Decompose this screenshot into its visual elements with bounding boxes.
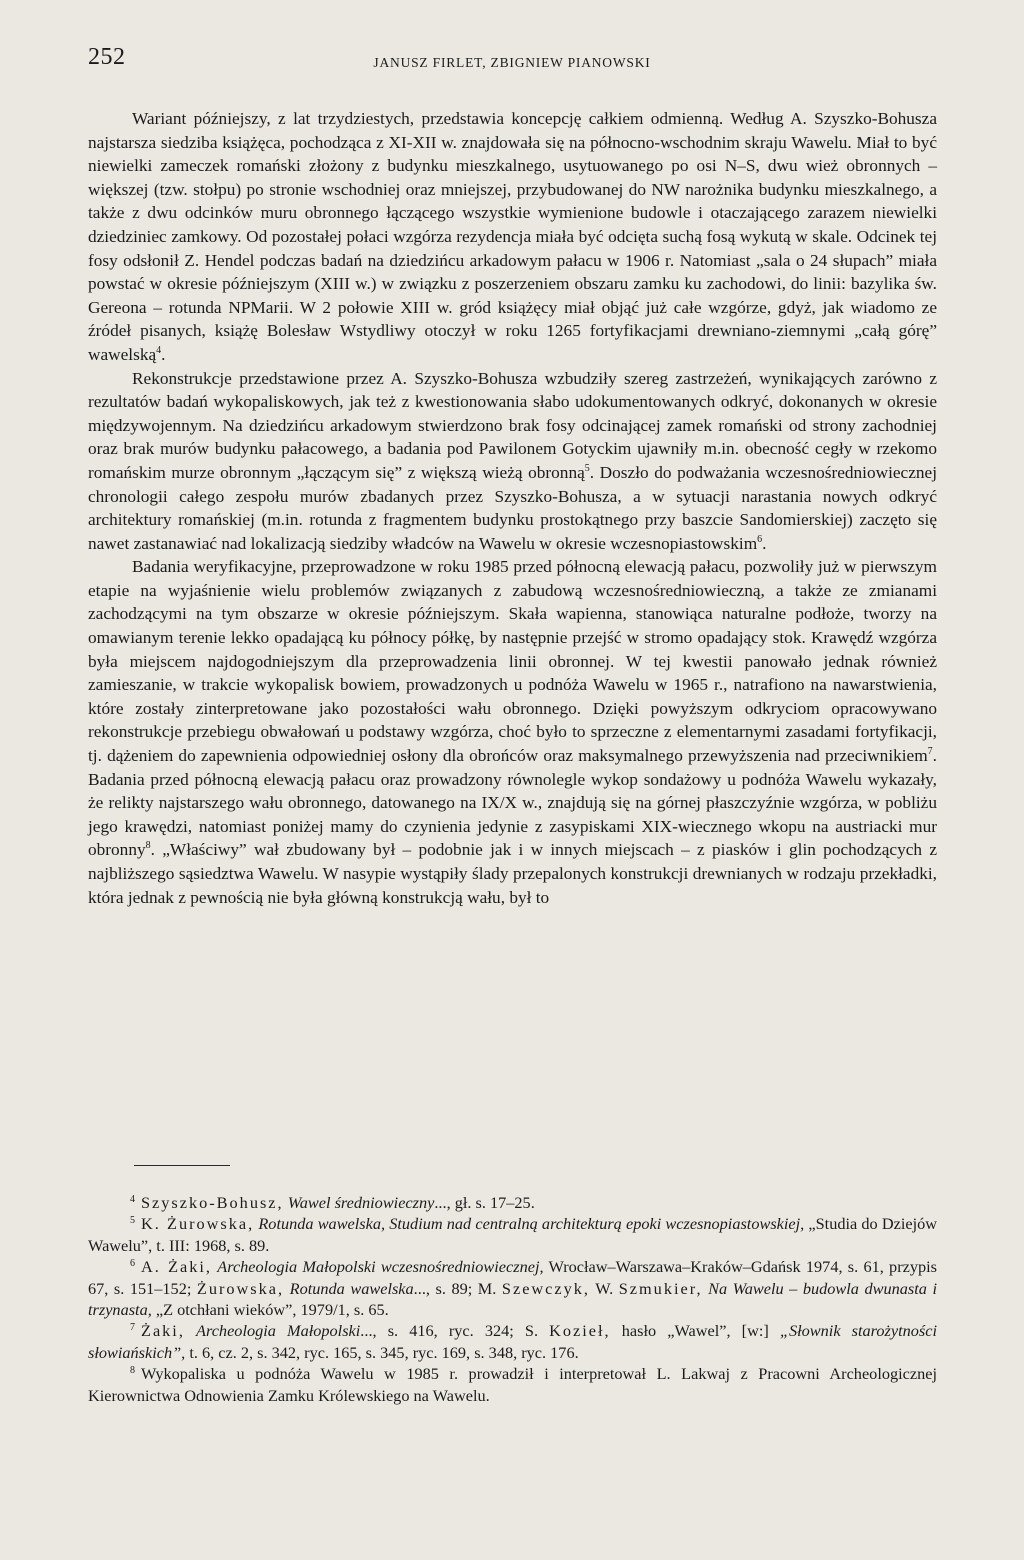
footnote-number: 4: [130, 1193, 135, 1205]
footnote-title: Wawel średniowieczny: [287, 1193, 435, 1212]
footnote-5: [88, 1213, 937, 1256]
footnotes: [88, 1192, 937, 1406]
footnote-ref-8: 8: [145, 840, 151, 852]
footnote-author: Żurowska,: [196, 1278, 285, 1298]
footnote-author: Szmukier,: [618, 1278, 703, 1298]
text: . Badania przed północną elewacją pałacu oraz prowadzony równolegle wykop sondażowy u podnóża Wawelu wykazały, że relikty najstarszego wału obronnego, datowanego na IX/X w., znajdują się na górnej płaszczyźnie wzgórza, w pobliżu jego krawędzi, natomiast poniżej mamy do czynienia jedynie z zasypiskami XIX-wiecznego wkopu na austriacki mur obronny: [88, 746, 937, 860]
footnote-text: ..., gł. s. 17–25.: [434, 1193, 535, 1212]
footnote-title: Rotunda wawelska: [289, 1278, 414, 1298]
footnote-text: hasło „Wawel”, [w:]: [610, 1321, 780, 1341]
footnote-number: 7: [130, 1322, 135, 1334]
text: Badania weryfikacyjne, przeprowadzone w roku 1985 przed północną elewacją pałacu, pozwoliły już w pierwszym etapie na wyjaśnienie wielu problemów związanych z zabudową wczesnośredniowieczną, a także ze zmianami zachodzącymi na tym obszarze w okresie późniejszym. Skała wapienna, stanowiąca naturalne podłoże, tworzy na omawianym terenie lekko opadającą ku północy półkę, by następnie przejść w stromo opadający stok. Krawędź wzgórza była miejscem najdogodniejszym dla przeprowadzenia linii obronnej. W tej kwestii panowało jednak również zamieszanie, w trakcie wykopalisk bowiem, prowadzonych u podnóża Wawelu w 1965 r., natrafiono na nawarstwienia, które zostały zinterpretowane jako pozostałości wału obronnego. Dzięki powyższym odkryciom opracowywano rekonstrukcje przebiegu obwałowań u podstawy wzgórza, choć było to sprzeczne z elementarnymi zasadami fortyfikacji, tj. dążeniem do zapewnienia odpowiedniej osłony dla obrońców oraz maksymalnego przewyższenia nad przeciwnikiem: [88, 557, 937, 766]
footnote-title: Archeologia Małopolski wczesnośredniowiecznej,: [217, 1257, 544, 1277]
body-text: [88, 107, 937, 909]
footnote-number: 8: [130, 1364, 135, 1376]
text: .: [161, 344, 166, 364]
footnote-author: K. Żurowska,: [141, 1214, 255, 1234]
page-number: 252: [88, 44, 126, 70]
footnote-title: Na Wawelu – budowla dwunasta i trzynasta,: [88, 1278, 937, 1320]
footnote-6: [88, 1256, 937, 1320]
paragraph-2: [88, 367, 937, 556]
text: Wariant późniejszy, z lat trzydziestych, przedstawia koncepcję całkiem odmienną. Według A. Szyszko-Bohusza najstarsza siedziba książęca, pochodząca z XI-XII w. znajdowała się na północno-wschodnim skraju Wawelu. Miał to być niewielki zameczek romański złożony z budynku mieszkalnego, usytuowanego po osi N–S, dwu wież obronnych – większej (tzw. stołpu) po stronie wschodniej oraz mniejszej, przybudowanej do NW narożnika budynku mieszkalnego, a także z dwu odcinków muru obronnego łączącego wszystkie wymienione budowle i otaczającego zarazem niewielki dziedziniec zamkowy. Od pozostałej połaci wzgórza rezydencja miała być odcięta suchą fosą wykutą w skale. Odcinek tej fosy odsłonił Z. Hendel podczas badań na dziedzińcu arkadowym pałacu w 1906 r. Natomiast „sala o 24 słupach” miała powstać w okresie późniejszym (XIII w.) w związku z poszerzeniem obszaru zamku ku zachodowi, do linii: bazylika św. Gereona – rotunda NPMarii. W 2 połowie XIII w. gród książęcy miał objąć już całe wzgórze, gdyż, jak wiadomo ze źródeł pisanych, książę Bolesław Wstydliwy otoczył w roku 1265 fortyfikacjami drewniano-ziemnymi „całą górę” wawelską: [88, 109, 937, 364]
text: Rekonstrukcje przedstawione przez A. Szyszko-Bohusza wzbudziły szereg zastrzeżeń, wynikających zarówno z rezultatów badań wykopaliskowych, jak też z kwestionowania słabo udokumentowanych odkryć, dokonanych w okresie międzywojennym. Na dziedzińcu arkadowym stwierdzono brak fosy odcinającej zamek romański od strony zachodniej oraz brak murów budynku pałacowego, a badania pod Pawilonem Gotyckim ujawniły m.in. obecność cegły w rzekomo romańskim murze obronnym „łączącym się” z większą wieżą obronną: [88, 368, 937, 482]
footnote-text: „Studia do Dziejów Wawelu”, t. III: 1968, s. 89.: [88, 1214, 938, 1255]
footnote-text: ..., s. 416, ryc. 324; S.: [360, 1321, 550, 1341]
paragraph-3: [88, 555, 937, 909]
footnote-number: 5: [130, 1214, 135, 1226]
footnote-4: [88, 1192, 937, 1213]
footnote-text: Wrocław–Warszawa–Kraków–Gdańsk 1974, s. 61, przypis 67, s. 151–152;: [88, 1257, 937, 1298]
footnote-ref-4: 4: [156, 345, 162, 357]
page-header: [88, 44, 936, 76]
footnote-number: 6: [130, 1257, 135, 1269]
footnote-separator: [134, 1165, 230, 1166]
footnote-author: Szyszko-Bohusz,: [141, 1193, 284, 1212]
footnote-author: Żaki,: [141, 1321, 185, 1341]
footnote-ref-6: 6: [757, 533, 763, 545]
footnote-8: [88, 1363, 937, 1406]
footnote-title: Rotunda wawelska, Studium nad centralną architekturą epoki wczesnopiastowskiej,: [258, 1214, 805, 1234]
footnote-text: „Z otchłani wieków”, 1979/1, s. 65.: [151, 1300, 389, 1320]
footnote-ref-7: 7: [927, 746, 933, 758]
footnote-text: ..., s. 89; M.: [413, 1278, 502, 1298]
text: . „Właściwy” wał zbudowany był – podobnie jak i w innych miejscach – z piasków i glin pochodzących z najbliższego sąsiedztwa Wawelu. W nasypie wystąpiły ślady przepalonych konstrukcji drewnianych w rodzaju przekładki, która jednak z pewnością nie była główną konstrukcją wału, był to: [88, 840, 937, 907]
footnote-text: W.: [589, 1278, 619, 1298]
footnote-title: „Słownik starożytności słowiańskich”,: [88, 1321, 937, 1362]
running-head: JANUSZ FIRLET, ZBIGNIEW PIANOWSKI: [373, 55, 651, 70]
footnote-author: A. Żaki,: [141, 1257, 212, 1277]
text: . Doszło do podważania wczesnośredniowiecznej chronologii całego zespołu murów zbadanych przez Szyszko-Bohusza, a w sytuacji narastania nowych odkryć architektury romańskiej (m.in. rotunda z fragmentem budynku prostokątnego przy baszcie Sandomierskiej) zaczęto się nawet zastanawiać nad lokalizacją siedziby władców na Wawelu w okresie wczesnopiastowskim: [88, 462, 938, 553]
footnote-ref-5: 5: [584, 463, 590, 475]
footnote-author: Kozieł,: [549, 1321, 611, 1341]
text: .: [762, 533, 767, 553]
footnote-author: Szewczyk,: [501, 1278, 590, 1298]
footnote-title: Archeologia Małopolski: [196, 1321, 361, 1341]
footnote-text: Wykopaliska u podnóża Wawelu w 1985 r. prowadził i interpretował L. Lakwaj z Pracowni Archeologicznej Kierownictwa Odnowienia Zamku Królewskiego na Wawelu.: [88, 1364, 937, 1405]
footnote-7: [88, 1320, 937, 1363]
paragraph-1: [88, 107, 937, 367]
footnote-text: t. 6, cz. 2, s. 342, ryc. 165, s. 345, ryc. 169, s. 348, ryc. 176.: [185, 1342, 579, 1362]
